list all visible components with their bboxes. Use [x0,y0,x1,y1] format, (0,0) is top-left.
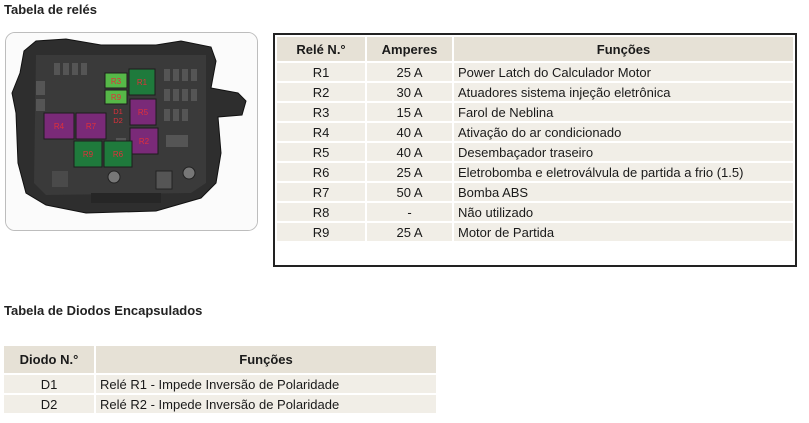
diode-function-cell: Relé R2 - Impede Inversão de Polaridade [96,395,436,413]
relay-r5-label: R5 [137,108,149,117]
relay-r3-label: R3 [110,77,122,86]
relay-id-cell: R2 [277,83,365,101]
table-row [277,103,793,121]
relay-id-cell: R8 [277,203,365,221]
relay-function-cell: Atuadores sistema injeção eletrônica [454,83,793,101]
diode-table [2,344,438,415]
relay-function-cell: Desembaçador traseiro [454,143,793,161]
table-row [277,163,793,181]
relay-amps-cell: 25 A [367,63,452,81]
relay-r7-label: R7 [85,122,97,131]
relay-amps-cell: 25 A [367,223,452,241]
relay-function-cell: Eletrobomba e eletroválvula de partida a frio (1.5) [454,163,793,181]
diode-function-cell: Relé R1 - Impede Inversão de Polaridade [96,375,436,393]
relay-function-cell: Ativação do ar condicionado [454,123,793,141]
relay-table-title: Tabela de relés [4,2,97,17]
relay-amps-cell: 15 A [367,103,452,121]
relay-amps-cell: 30 A [367,83,452,101]
relay-table [273,33,797,267]
relay-id-cell: R9 [277,223,365,241]
diode-id-cell: D1 [4,375,94,393]
table-row [277,143,793,161]
relay-id-cell: R1 [277,63,365,81]
relay-id-cell: R5 [277,143,365,161]
relay-id-cell: R7 [277,183,365,201]
relay-function-cell: Farol de Neblina [454,103,793,121]
header-funcoes: Funções [454,37,793,61]
relay-amps-cell: - [367,203,452,221]
relay-function-cell: Motor de Partida [454,223,793,241]
header-amperes: Amperes [367,37,452,61]
table-row [277,203,793,221]
diode-d1-label: D1 [113,107,123,116]
relay-id-cell: R4 [277,123,365,141]
table-row [4,375,436,393]
relay-amps-cell: 25 A [367,163,452,181]
table-row [277,83,793,101]
header-diodo-no: Diodo N.° [4,346,94,373]
relay-table-header [277,37,793,61]
relay-amps-cell: 40 A [367,123,452,141]
table-row [4,395,436,413]
relay-r1-label: R1 [136,78,148,87]
relay-function-cell: Power Latch do Calculador Motor [454,63,793,81]
relay-function-cell: Bomba ABS [454,183,793,201]
table-row [277,183,793,201]
relay-id-cell: R3 [277,103,365,121]
diode-table-title: Tabela de Diodos Encapsulados [4,303,203,318]
table-row [277,63,793,81]
relay-r9-small-label: R9 [110,93,122,102]
fuse-box-image [5,32,258,231]
relay-function-cell: Não utilizado [454,203,793,221]
table-row [277,223,793,241]
diode-table-header [4,346,436,373]
diode-d2-label: D2 [113,116,123,125]
header-funcoes: Funções [96,346,436,373]
relay-r4-label: R4 [53,122,65,131]
relay-r2-label: R2 [138,137,150,146]
relay-amps-cell: 40 A [367,143,452,161]
header-rele-no: Relé N.° [277,37,365,61]
relay-r9-label: R9 [82,150,94,159]
relay-r6-label: R6 [112,150,124,159]
table-row [277,123,793,141]
relay-id-cell: R6 [277,163,365,181]
relay-amps-cell: 50 A [367,183,452,201]
diode-id-cell: D2 [4,395,94,413]
